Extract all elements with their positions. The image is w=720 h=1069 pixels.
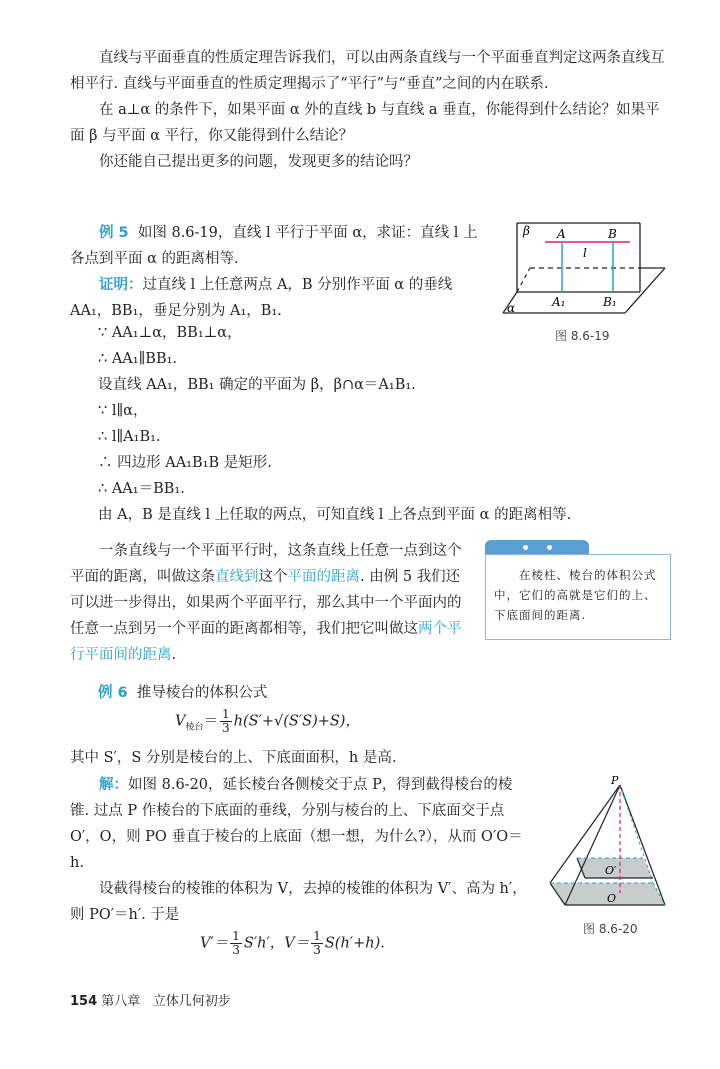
solution-label: 解： [99, 777, 128, 793]
label-A1: A₁ [552, 295, 566, 309]
chapter-title: 立体几何初步 [152, 994, 231, 1009]
intro-paragraph-1: 直线与平面垂直的性质定理告诉我们，可以由两条直线与一个平面垂直判定这两条直线互相平行. 直线与平面垂直的性质定理揭示了“平行”与“垂直”之间的内在联系. [70, 50, 665, 92]
note-text: 在棱柱、棱台的体积公式中，它们的高就是它们的上、下底面间的距离. [494, 568, 657, 622]
label-O: O [607, 892, 617, 905]
example6-statement: 例 6 推导棱台的体积公式 [98, 685, 268, 701]
figure-caption-8-6-20: 图 8.6-20 [583, 922, 638, 936]
proof-step: 设直线 AA₁，BB₁ 确定的平面为 β，β∩α＝A₁B₁. [98, 377, 416, 393]
label-B1: B₁ [603, 295, 617, 309]
proof-step: ∵ AA₁⊥α，BB₁⊥α， [98, 325, 242, 341]
example6-paragraph-2: 设截得棱台的棱锥的体积为 V，去掉的棱锥的体积为 V′、高为 h′，则 PO′＝h′. 于是 [70, 881, 527, 923]
label-O-prime: O′ [605, 864, 617, 877]
label-l: l [583, 246, 587, 260]
example6-label: 例 6 [98, 685, 128, 701]
label-beta: β [523, 224, 530, 238]
label-B: B [608, 227, 617, 241]
example6-where: 其中 S′，S 分别是棱台的上、下底面面积，h 是高. [70, 750, 397, 766]
example5-statement [70, 220, 485, 272]
term-line-to: 直线到 [215, 569, 259, 585]
chapter-label: 第八章 [101, 994, 141, 1009]
frustum-volume-formula: $V_{棱台}=$ $\frac{1}{3}$ h(S′+√(S′S)+S)， [175, 707, 360, 735]
intro-paragraph-3: 你还能自己提出更多的问题，发现更多的结论吗？ [99, 154, 418, 170]
proof-step: ∴ 四边形 AA₁B₁B 是矩形. [98, 455, 272, 471]
proof-step: ∵ l∥α， [98, 403, 148, 419]
page-number: 154 [70, 994, 98, 1009]
figure-caption-8-6-19: 图 8.6-19 [555, 329, 610, 343]
note-dot-icon [523, 545, 528, 550]
term-parallel-planes-distance: 两个平行平面间的距离 [70, 621, 462, 663]
figure-8-6-20 [545, 775, 695, 910]
label-P: P [611, 775, 619, 787]
proof-step: ∴ l∥A₁B₁. [98, 429, 161, 445]
pyramid-volume-formula: V′＝ $\frac{1}{3}$ S′h′，V＝ $\frac{1}{3}$ S(h′+h). [200, 929, 385, 957]
note-dot-icon [547, 545, 552, 550]
example5-text: 如图 8.6-19，直线 l 平行于平面 α，求证：直线 l 上各点到平面 α 的距离相等. [70, 225, 478, 267]
side-note [485, 540, 671, 640]
term-plane-distance: 平面的距离 [287, 569, 360, 585]
label-alpha: α [507, 301, 516, 315]
intro-paragraph-2: 在 a⊥α 的条件下，如果平面 α 外的直线 b 与直线 a 垂直，你能得到什么结论？如果平面 β 与平面 α 平行，你又能得到什么结论？ [70, 102, 660, 144]
proof-first-line: 过直线 l 上任意两点 A，B 分别作平面 α 的垂线 AA₁，BB₁，垂足分别为 A₁，B₁. [70, 277, 453, 319]
proof-label: 证明： [99, 277, 143, 293]
note-box [485, 554, 671, 640]
example6-solution: 解：如图 8.6-20，延长棱台各侧棱交于点 P，得到截得棱台的棱锥. 过点 P 作棱台的下底面的垂线，分别与棱台的上、下底面交于点 O′，O，则 PO 垂直于棱台的上底面（想一想，为什么?），从而 O′O＝h. [70, 777, 523, 871]
example5-label: 例 5 [99, 225, 129, 241]
proof-step: ∴ AA₁∥BB₁. [98, 351, 178, 367]
proof-step: ∴ AA₁＝BB₁. [98, 481, 185, 497]
example5-proof [70, 272, 485, 324]
page-footer [70, 990, 231, 1009]
proof-conclusion: 由 A，B 是直线 l 上任取的两点，可知直线 l 上各点到平面 α 的距离相等. [98, 507, 572, 523]
distance-paragraph: 一条直线与一个平面平行时，这条直线上任意一点到这个平面的距离，叫做这条直线到这个平面的距离. 由例 5 我们还可以进一步得出，如果两个平面平行，那么其中一个平面内的任意一点到另一个平面的距离都相等，我们把它叫做这两个平行平面间的距离. [70, 543, 462, 663]
label-A: A [557, 227, 566, 241]
figure-8-6-19 [495, 220, 675, 325]
